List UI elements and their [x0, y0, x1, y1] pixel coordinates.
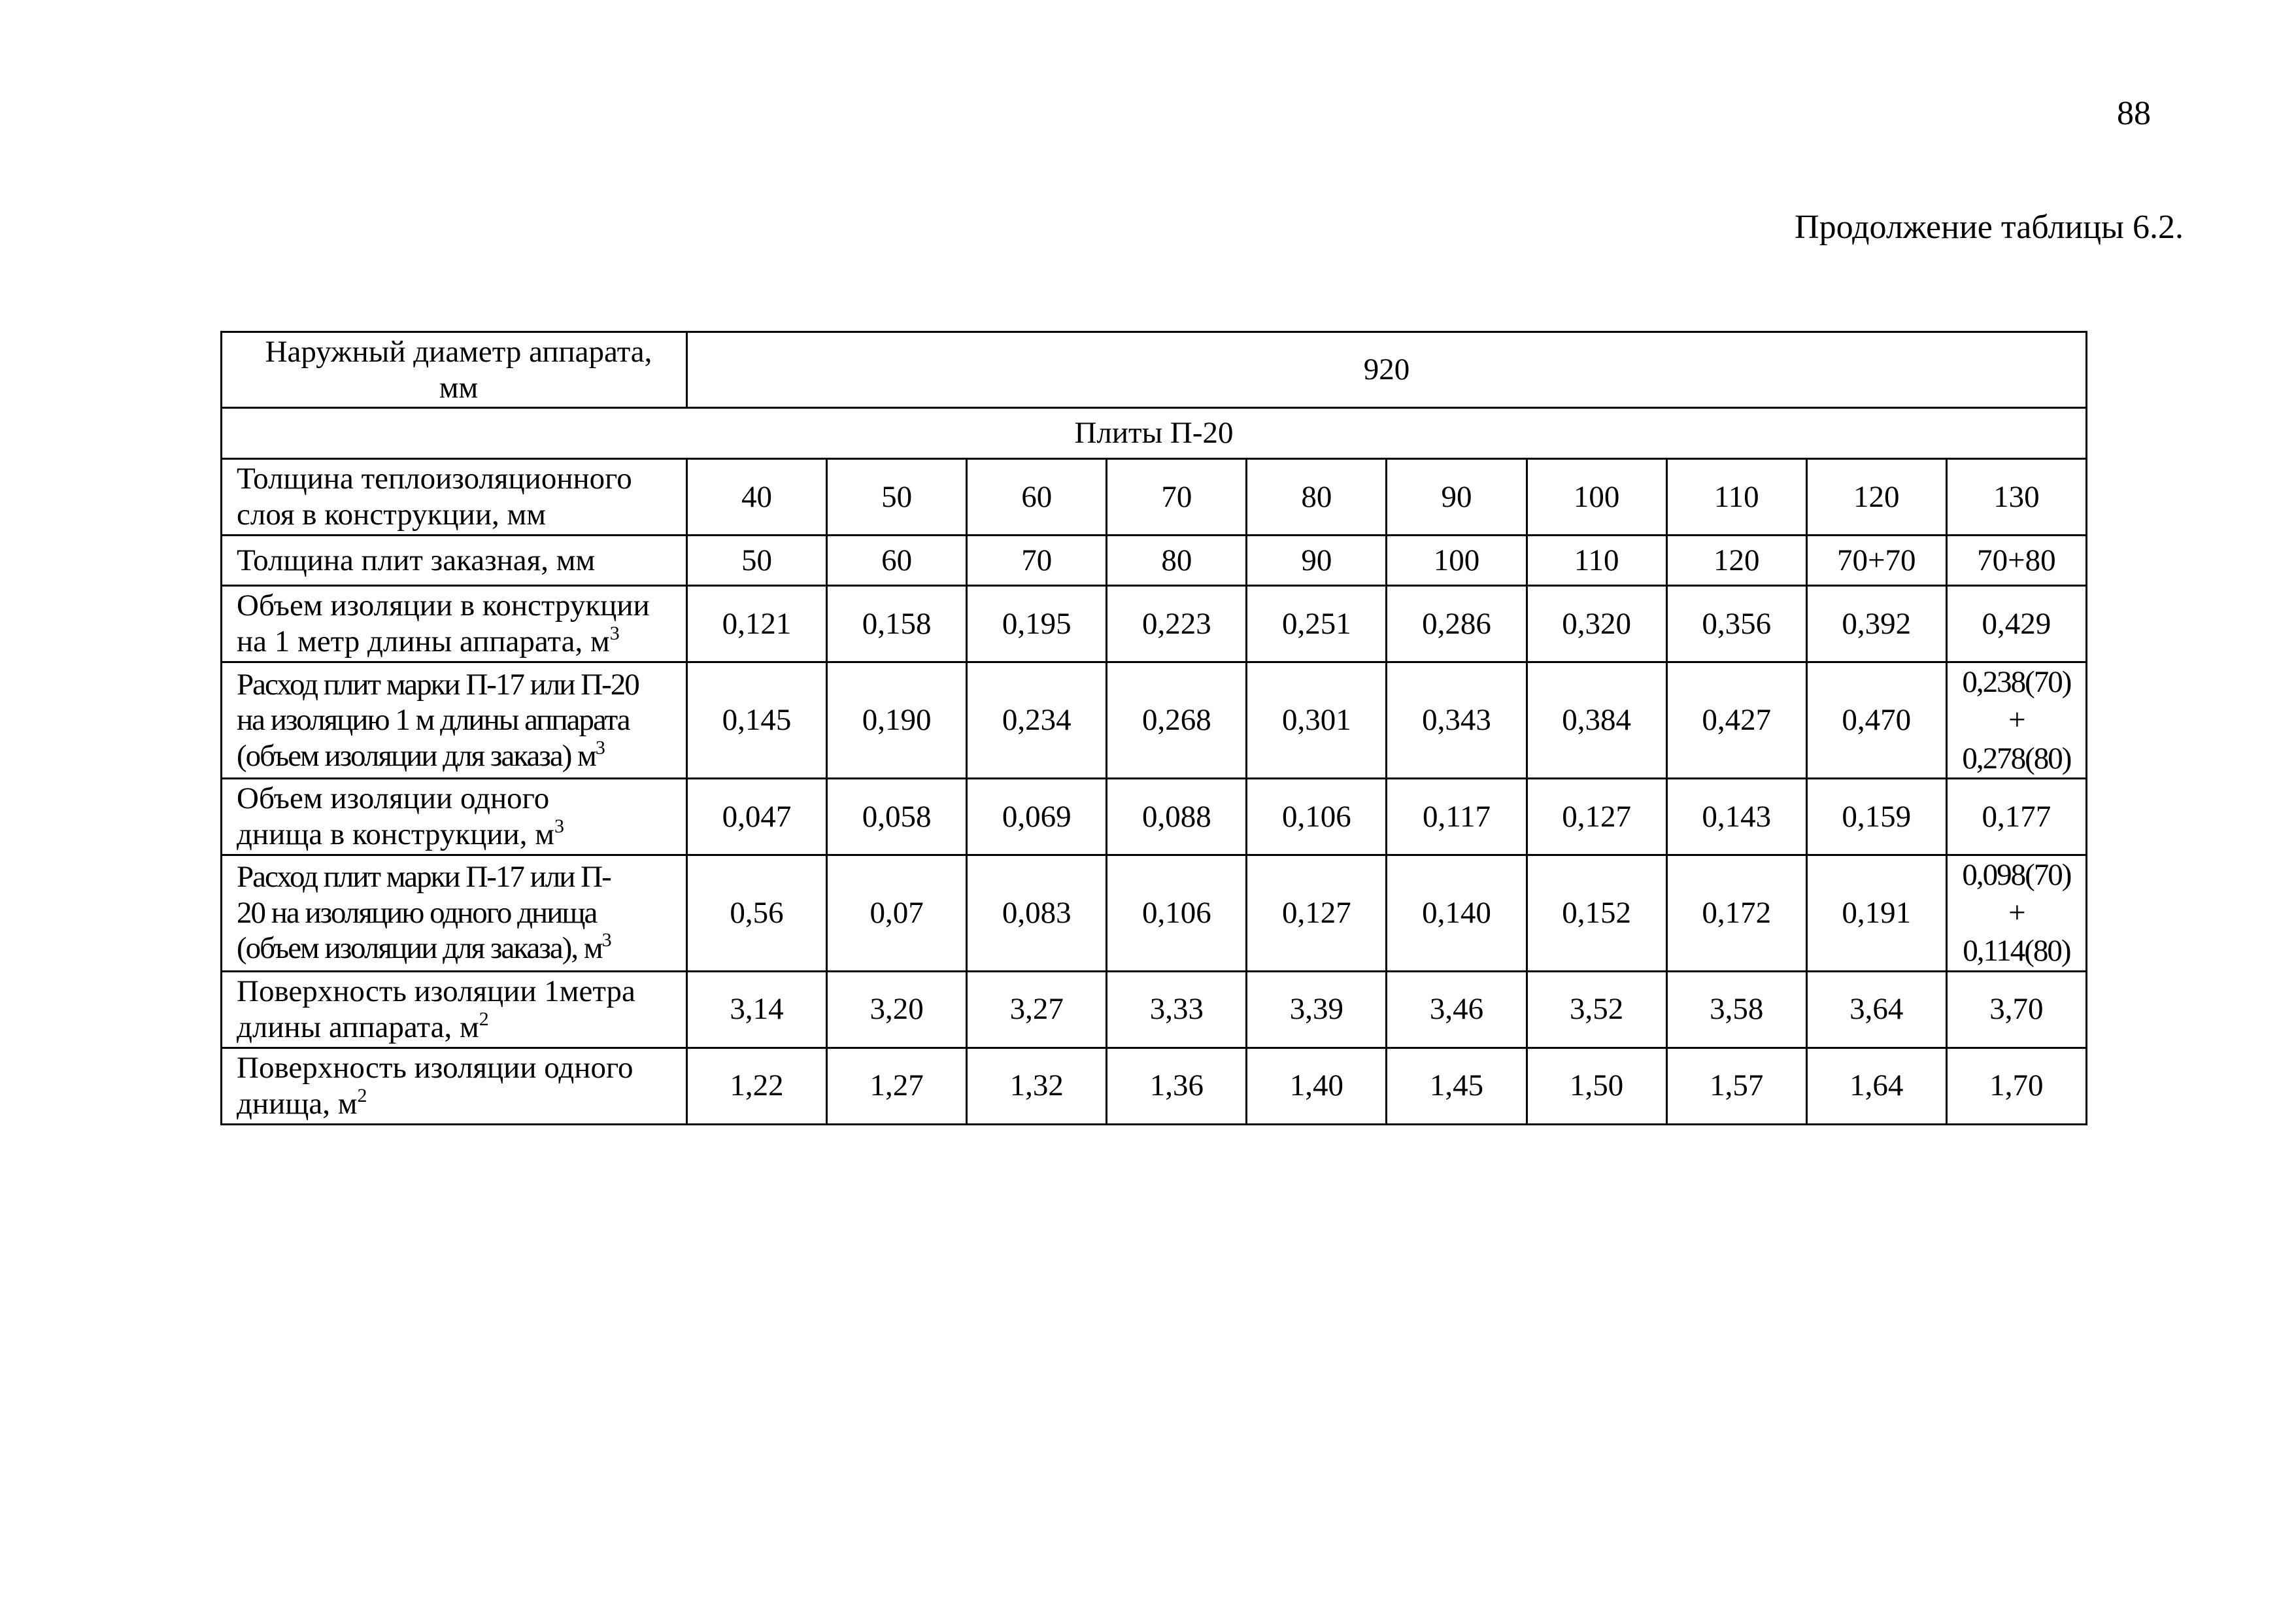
- table-cell: 3,20: [827, 971, 967, 1048]
- combined-value-line: 0,114(80): [1963, 934, 2070, 968]
- table-cell: 0,191: [1806, 855, 1946, 971]
- table-cell: 1,27: [827, 1048, 967, 1124]
- table-cell: 1,45: [1387, 1048, 1527, 1124]
- combined-value-line: 0,238(70): [1962, 665, 2071, 699]
- row-label-line: длины аппарата, м: [237, 1010, 479, 1044]
- table-cell: 0,117: [1387, 778, 1527, 855]
- table-cell: 0,286: [1387, 586, 1527, 662]
- table-row-surface-per-head: [222, 1048, 2087, 1124]
- table-cell: 50: [687, 536, 827, 586]
- row-label-line: днища в конструкции, м: [237, 817, 554, 851]
- row-label: [222, 536, 687, 586]
- table-cell: 60: [967, 459, 1107, 536]
- table-cell: 0,106: [1247, 778, 1387, 855]
- insulation-table: [220, 331, 2087, 1125]
- table-cell: 3,33: [1107, 971, 1247, 1048]
- table-cell: 0,152: [1527, 855, 1666, 971]
- table-cell: 0,047: [687, 778, 827, 855]
- table-cell: 50: [827, 459, 967, 536]
- table-cell: 0,234: [967, 662, 1107, 779]
- table-cell: 0,177: [1946, 778, 2086, 855]
- table-cell: 0,251: [1247, 586, 1387, 662]
- table-cell: 1,57: [1666, 1048, 1806, 1124]
- table-cell: 100: [1527, 459, 1666, 536]
- table-row-insulation-volume-per-meter: [222, 586, 2087, 662]
- table-row-insulation-volume-per-head: [222, 778, 2087, 855]
- table-cell: 40: [687, 459, 827, 536]
- row-label-line: Поверхность изоляции 1метра: [237, 974, 635, 1009]
- table-cell: 0,159: [1806, 778, 1946, 855]
- table-cell: 0,343: [1387, 662, 1527, 779]
- page-number: 88: [2117, 95, 2151, 132]
- table-cell: 70+80: [1946, 536, 2086, 586]
- table-cell: 70+70: [1806, 536, 1946, 586]
- table-cell: 70: [967, 536, 1107, 586]
- table-cell: 70: [1107, 459, 1247, 536]
- table-cell: 0,190: [827, 662, 967, 779]
- table-cell: 100: [1387, 536, 1527, 586]
- outer-diameter-value: 920: [687, 332, 2087, 408]
- table-cell: 80: [1247, 459, 1387, 536]
- row-label: [222, 332, 687, 408]
- table-cell: 0,427: [1666, 662, 1806, 779]
- table-cell: 0,470: [1806, 662, 1946, 779]
- table-cell: 0,195: [967, 586, 1107, 662]
- table-cell: 90: [1387, 459, 1527, 536]
- row-label-line: Толщина теплоизоляционного: [237, 462, 632, 496]
- table-row-outer-diameter: [222, 332, 2087, 408]
- row-label-line: Объем изоляции одного: [237, 781, 550, 816]
- row-label: [222, 1048, 687, 1124]
- combined-value-line: 0,278(80): [1962, 741, 2071, 776]
- table-cell: 80: [1107, 536, 1247, 586]
- plates-subheader: Плиты П-20: [222, 408, 2087, 459]
- table-cell: 0,127: [1527, 778, 1666, 855]
- table-cell: 3,14: [687, 971, 827, 1048]
- table-cell: 1,50: [1527, 1048, 1666, 1124]
- unit-exponent: 3: [595, 736, 604, 759]
- table-cell: 120: [1806, 459, 1946, 536]
- combined-value-plus: +: [2008, 896, 2025, 930]
- row-label-line: мм: [439, 370, 479, 405]
- table-cell: 0,429: [1946, 586, 2086, 662]
- table-row-surface-per-meter: [222, 971, 2087, 1048]
- row-label-line: слоя в конструкции, мм: [237, 498, 546, 532]
- table-cell: 1,36: [1107, 1048, 1247, 1124]
- row-label-line: Наружный диаметр аппарата,: [265, 334, 652, 369]
- table-cell: 110: [1527, 536, 1666, 586]
- row-label-line: Расход плит марки П-17 или П-20: [237, 667, 639, 702]
- table-cell: 110: [1666, 459, 1806, 536]
- table-row-plates-subheader: [222, 408, 2087, 459]
- row-label-line: на изоляцию 1 м длины аппарата: [237, 703, 630, 738]
- table-cell: 60: [827, 536, 967, 586]
- row-label: [222, 971, 687, 1048]
- row-label-line: Расход плит марки П-17 или П-: [237, 860, 611, 895]
- unit-exponent: 3: [554, 815, 564, 837]
- table-cell: 130: [1946, 459, 2086, 536]
- table-cell-combined: [1946, 662, 2086, 779]
- row-label: [222, 459, 687, 536]
- row-label-line: Объем изоляции в конструкции: [237, 589, 650, 623]
- table-cell-combined: [1946, 855, 2086, 971]
- table-cell: 0,088: [1107, 778, 1247, 855]
- table-cell: 1,32: [967, 1048, 1107, 1124]
- table-cell: 3,27: [967, 971, 1107, 1048]
- row-label: [222, 855, 687, 971]
- table-cell: 0,320: [1527, 586, 1666, 662]
- table-row-ordered-plate-thickness: [222, 536, 2087, 586]
- table-cell: 0,158: [827, 586, 967, 662]
- unit-exponent: 2: [479, 1008, 489, 1030]
- row-label-line: (объем изоляции для заказа) м: [237, 738, 596, 773]
- table-cell: 3,58: [1666, 971, 1806, 1048]
- table-cell: 0,07: [827, 855, 967, 971]
- table-cell: 0,083: [967, 855, 1107, 971]
- table-cell: 0,106: [1107, 855, 1247, 971]
- table-cell: 1,40: [1247, 1048, 1387, 1124]
- table-cell: 0,392: [1806, 586, 1946, 662]
- table-cell: 3,39: [1247, 971, 1387, 1048]
- row-label-line: на 1 метр длины аппарата, м: [237, 624, 610, 658]
- table-cell: 0,172: [1666, 855, 1806, 971]
- table-cell: 120: [1666, 536, 1806, 586]
- unit-exponent: 3: [609, 623, 620, 644]
- combined-value-plus: +: [2008, 703, 2025, 738]
- table-cell: 0,223: [1107, 586, 1247, 662]
- table-cell: 1,64: [1806, 1048, 1946, 1124]
- row-label-line: Поверхность изоляции одного: [237, 1051, 633, 1085]
- table-cell: 0,143: [1666, 778, 1806, 855]
- table-cell: 3,64: [1806, 971, 1946, 1048]
- table-cell: 0,140: [1387, 855, 1527, 971]
- unit-exponent: 3: [601, 929, 611, 951]
- table-row-plate-consumption-per-meter: [222, 662, 2087, 779]
- row-label: [222, 778, 687, 855]
- table-cell: 0,356: [1666, 586, 1806, 662]
- row-label-line: 20 на изоляцию одного днища: [237, 895, 597, 930]
- table-cell: 0,127: [1247, 855, 1387, 971]
- table-cell: 0,56: [687, 855, 827, 971]
- table-cell: 3,70: [1946, 971, 2086, 1048]
- table-cell: 1,22: [687, 1048, 827, 1124]
- row-label: [222, 586, 687, 662]
- table-caption: Продолжение таблицы 6.2.: [1795, 209, 2184, 246]
- table-cell: 3,46: [1387, 971, 1527, 1048]
- unit-exponent: 2: [357, 1084, 367, 1106]
- table-cell: 0,058: [827, 778, 967, 855]
- row-label: [222, 662, 687, 779]
- table-cell: 90: [1247, 536, 1387, 586]
- table-cell: 3,52: [1527, 971, 1666, 1048]
- table-cell: 0,301: [1247, 662, 1387, 779]
- table-cell: 1,70: [1946, 1048, 2086, 1124]
- table-cell: 0,121: [687, 586, 827, 662]
- table-row-plate-consumption-per-head: [222, 855, 2087, 971]
- table-cell: 0,145: [687, 662, 827, 779]
- table-cell: 0,268: [1107, 662, 1247, 779]
- table-cell: 0,384: [1527, 662, 1666, 779]
- row-label-line: днища, м: [237, 1086, 358, 1121]
- row-label-line: (объем изоляции для заказа), м: [237, 931, 602, 966]
- table-cell: 0,069: [967, 778, 1107, 855]
- table-row-insulation-thickness: [222, 459, 2087, 536]
- combined-value-line: 0,098(70): [1962, 857, 2071, 892]
- row-label-line: Толщина плит заказная, мм: [237, 543, 596, 577]
